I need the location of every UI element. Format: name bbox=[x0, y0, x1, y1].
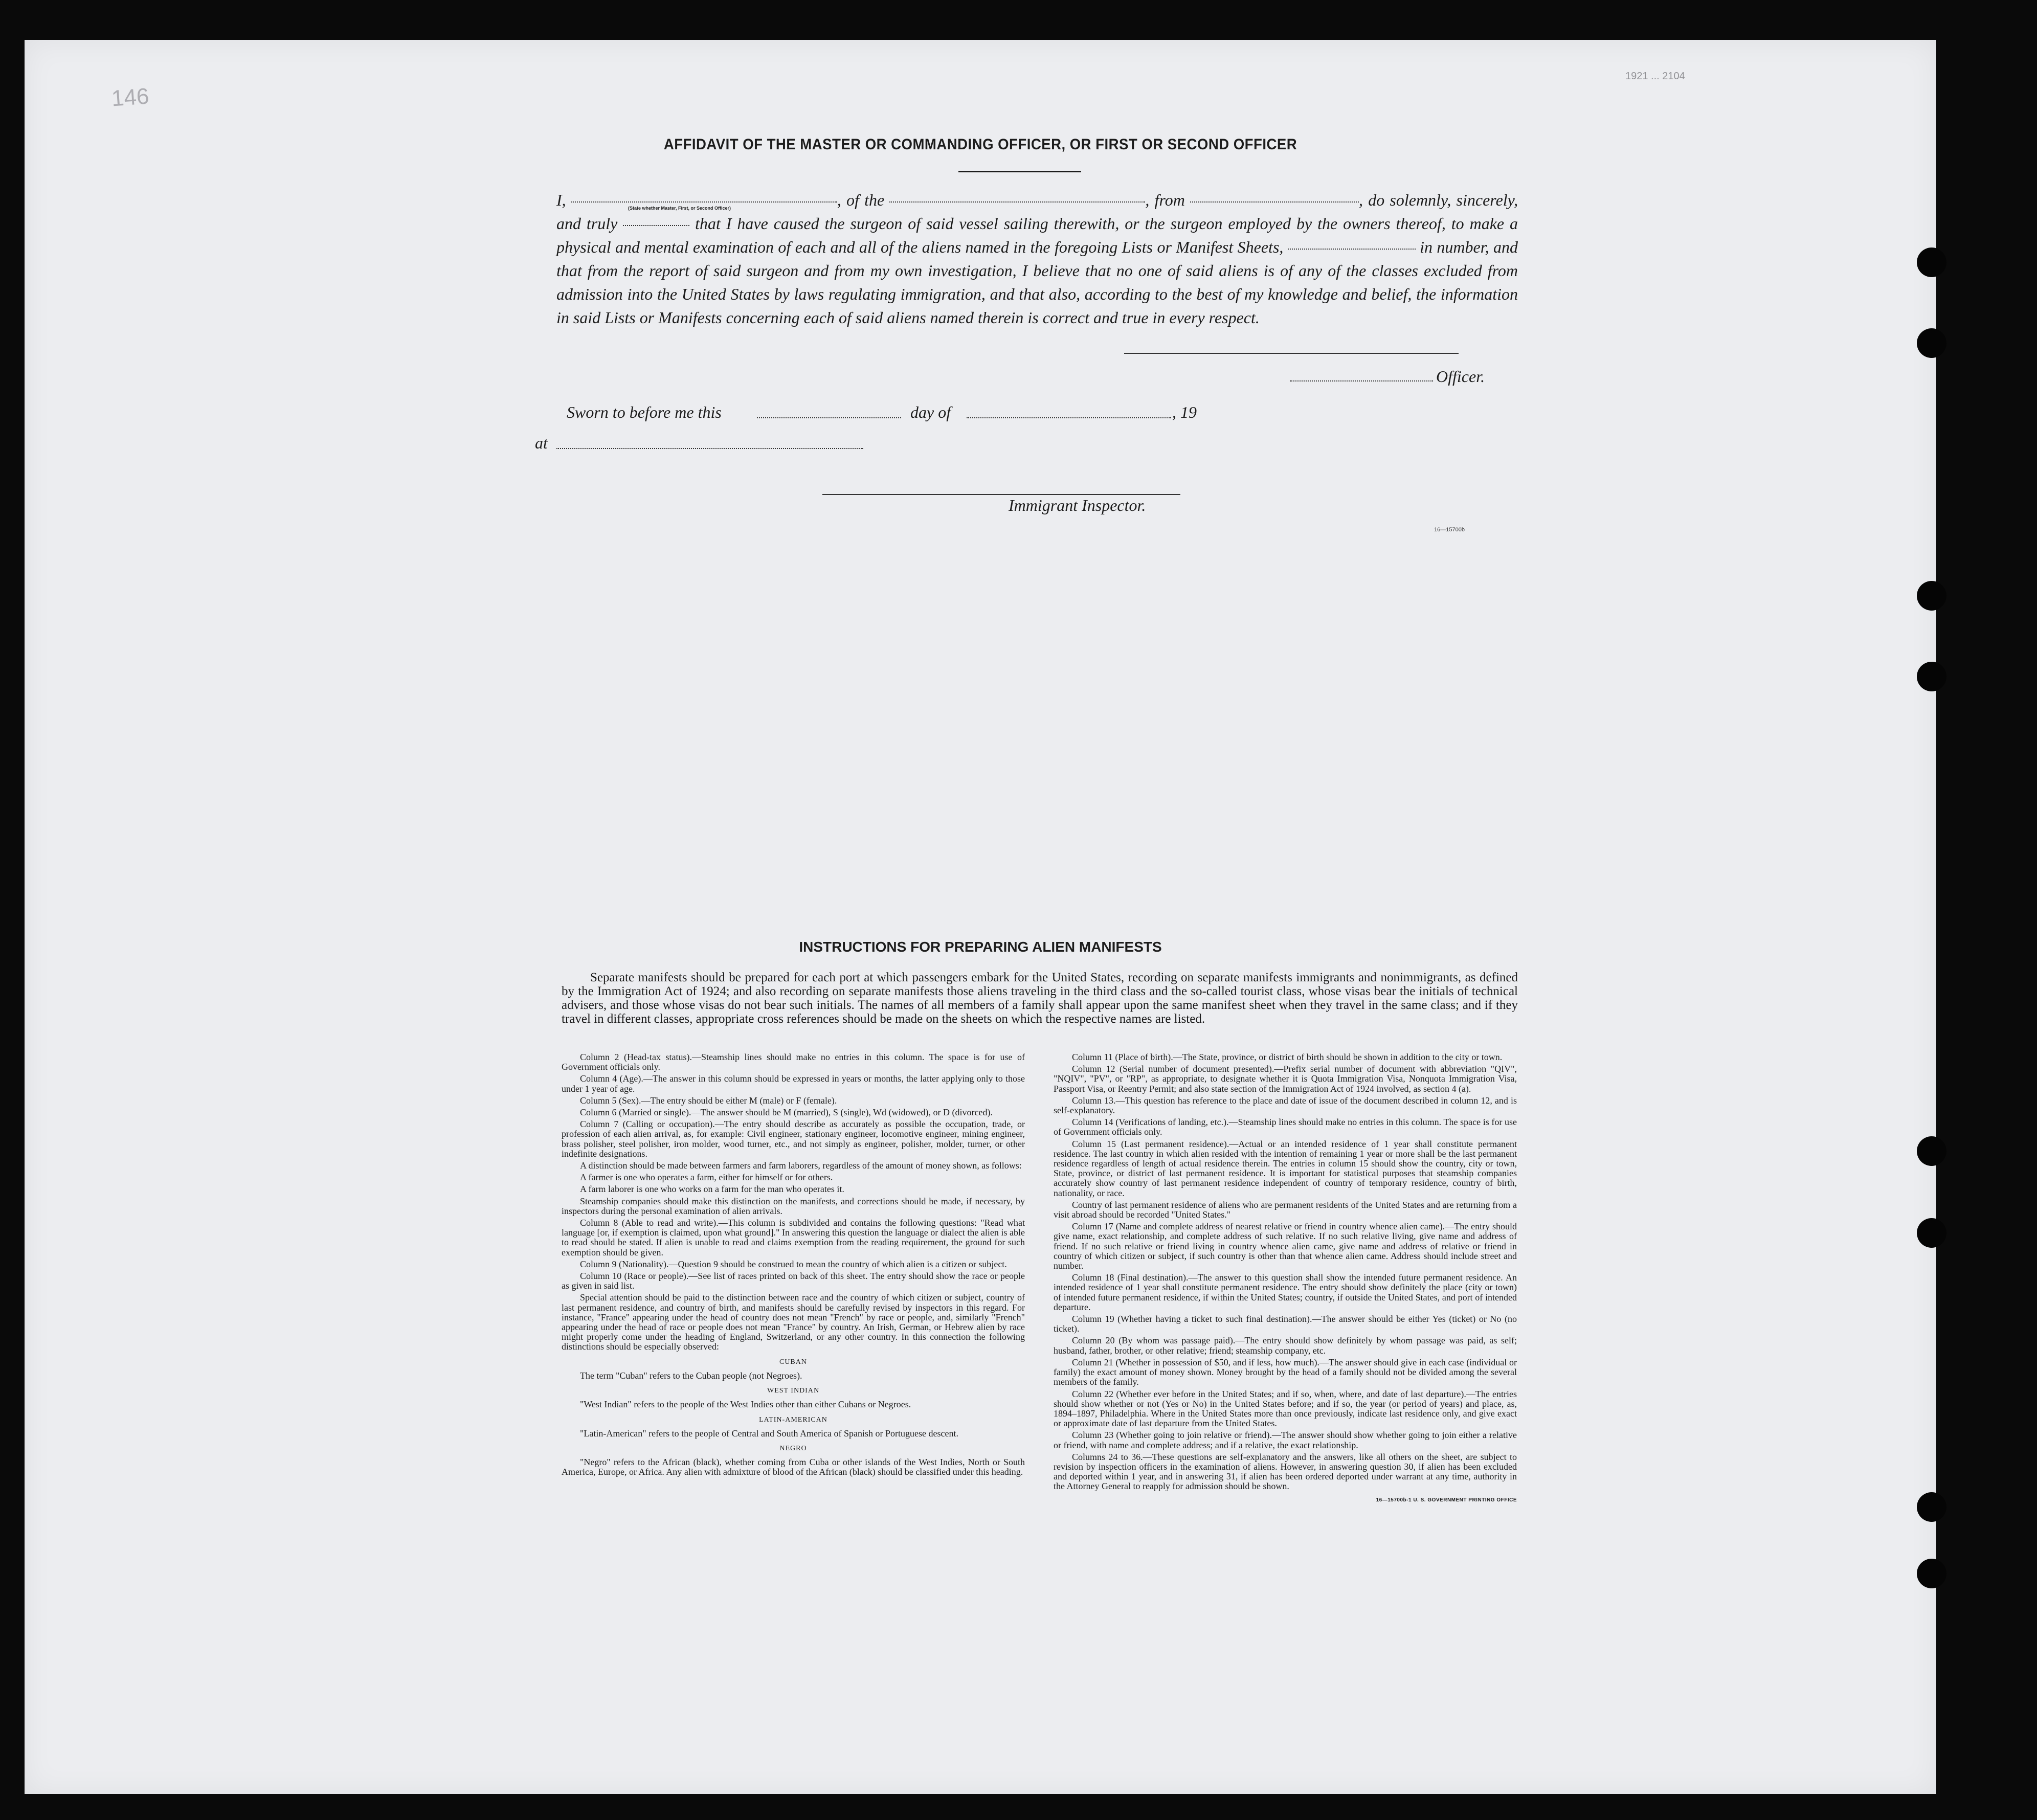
left-col-para: A farm laborer is one who works on a farm for the man who operates it. bbox=[580, 1184, 844, 1195]
cuban-heading: CUBAN bbox=[779, 1358, 807, 1366]
right-col-para: Column 22 (Whether ever before in the United States; and if so, when, where, and date of last departure).—The entries should show whether or not (Yes or No) in the United States before; and if so, the year (or period of years) and place, as, 1894–1897, Philadelphia. Where in the United States more than once previously, indicate last residence only, and give exact or approximate date of last departure from the United States. bbox=[1054, 1388, 1517, 1429]
instructions-title: INSTRUCTIONS FOR PREPARING ALIEN MANIFESTS bbox=[799, 939, 1162, 955]
instructions-intro: Separate manifests should be prepared for each port at which passengers embark for the United States, recording on separate manifests immigrants and nonimmigrants, as defined by the Immigration Act of 1924; and also recording on separate manifests those aliens traveling in the third class and the so-called tourist class, whose visas bear the initials of technical advisers, and those whose visas do not bear such initials. The names of all members of a family shall appear upon the same manifest sheet when they travel in the same class; and if they travel in different classes, appropriate cross references should be made on the sheets on which the respective names are listed. bbox=[562, 971, 1518, 1026]
affidavit-from: , from bbox=[1145, 191, 1185, 209]
latin-american-heading: LATIN-AMERICAN bbox=[759, 1415, 827, 1424]
vessel-sailing-field[interactable] bbox=[623, 224, 689, 226]
left-col-para: Column 8 (Able to read and write).—This column is subdivided and contains the following questions: "Read what language [or, if exemption is claimed, upon what ground]." In answering this question the language or dialect the alien is able to read should be stated. If alien is unable to read and claims exemption from the reading requirement, the ground for such exemption should be given. bbox=[562, 1218, 1025, 1257]
right-col-para: Columns 24 to 36.—These questions are self-explanatory and the answers, like all others on the sheet, are subject to revision by inspection officers in the examination of aliens. However, in answering question 30, if alien has been excluded and deported within 1 year, and in answering 31, if alien has been ordered deported under warrant at any time, authority in the Attorney General to reapply for admission should be shown. bbox=[1054, 1451, 1517, 1492]
affidavit-i: I, bbox=[556, 191, 566, 209]
binder-hole bbox=[1917, 581, 1946, 611]
manifest-sheet bbox=[25, 40, 1936, 1794]
officer-title-line[interactable] bbox=[1290, 380, 1433, 381]
right-col-para: Column 17 (Name and complete address of nearest relative or friend in country whence alien came).—The entry should give name, exact relationship, and complete address of such relative. If no such relative living, give name and address of friend. If no such relative or friend living in country whence alien came, give name and address of relative or friend in country of which citizen or subject, if such country is other than that whence alien came. Address should include street and number. bbox=[1054, 1221, 1517, 1271]
right-col-para: Column 13.—This question has reference to the place and date of issue of the document described in column 12, and is self-explanatory. bbox=[1054, 1095, 1517, 1116]
left-col-para: Special attention should be paid to the distinction between race and the country of which citizen or subject, country of last permanent residence, and country of birth, and manifests should be carefully revised by inspectors in this regard. For instance, "France" appearing under the head of country does not mean "French" by race or people, and, similarly "French" appearing under the head of race or people does not mean "France" by country. An Irish, German, or Hebrew alien by race might properly come under the heading of England, Switzerland, or any other country. In this connection the following distinctions should be especially observed: bbox=[562, 1292, 1025, 1352]
binder-hole bbox=[1917, 1218, 1946, 1248]
port-field[interactable] bbox=[1190, 201, 1359, 203]
right-col-para: Column 11 (Place of birth).—The State, province, or district of birth should be shown in addition to the city or town. bbox=[1072, 1052, 1503, 1062]
west-indian-text: "West Indian" refers to the people of the West Indies other than either Cubans or Negroes. bbox=[580, 1399, 911, 1410]
affidavit-that: that I have caused the surgeon of said vessel sailing therewith, or the surgeon employed by the owners thereof, to make a physical and mental examination of each and all of the aliens named in the foregoing Lists or Manifest Sheets, bbox=[556, 214, 1518, 256]
affidavit-do: , do bbox=[1359, 191, 1385, 209]
right-col-para: Column 18 (Final destination).—The answer to this question shall show the intended future permanent residence. An intended residence of 1 year shall constitute permanent residence. The entry should show definitely the place (city or town) of intended future permanent residence, if within the United States; country, if outside the United States, and port of intended departure. bbox=[1054, 1272, 1517, 1312]
sworn-month-field[interactable] bbox=[967, 417, 1171, 418]
binder-hole bbox=[1917, 248, 1946, 277]
binder-hole bbox=[1917, 662, 1946, 691]
year-text: , 19 bbox=[1172, 403, 1197, 421]
printing-office-footer: 16—15700b-1 U. S. GOVERNMENT PRINTING OFFICE bbox=[1376, 1497, 1517, 1503]
instructions-right-column bbox=[1054, 1052, 1517, 1507]
negro-heading: NEGRO bbox=[779, 1444, 807, 1452]
right-col-para: Column 23 (Whether going to join relative or friend).—The answer should show whether going to join either a relative or friend, with name and complete address; and if a relative, the exact relationship. bbox=[1054, 1430, 1517, 1450]
affidavit-of-the: , of the bbox=[837, 191, 885, 209]
left-col-para: Column 7 (Calling or occupation).—The entry should describe as accurately as possible the occupation, trade, or profession of each alien arrival, as, for example: Civil engineer, stationary engineer, locomotive engineer, mining engineer, brass polisher, steel polisher, iron molder, wood turner, etc., and not simply as engineer, polisher, molder, turner, or other indefinite designations. bbox=[562, 1119, 1025, 1159]
negro-text: "Negro" refers to the African (black), whether coming from Cuba or other islands of the West Indies, North or South America, Europe, or Africa. Any alien with admixture of blood of the African (black) should be classified under this heading. bbox=[562, 1457, 1025, 1477]
affidavit-in-number: in number, and that from the report of said surgeon and from my own investigation, I believe that no one of said aliens is of any of the classes excluded from admission into the United States by laws regulating immigration, and that also, according to the best of my knowledge and belief, the information in said Lists or Manifests concerning each of said aliens named therein is correct and true in every respect. bbox=[556, 238, 1518, 327]
right-col-para: Column 19 (Whether having a ticket to such final destination).—The answer should be either Yes (ticket) or No (no ticket). bbox=[1054, 1314, 1517, 1334]
officer-label: Officer. bbox=[1436, 367, 1485, 386]
sheet-count-field[interactable] bbox=[1288, 248, 1416, 250]
left-col-para: Column 5 (Sex).—The entry should be either M (male) or F (female). bbox=[580, 1095, 837, 1106]
sworn-day-field[interactable] bbox=[757, 417, 901, 418]
rank-subnote: (State whether Master, First, or Second Officer) bbox=[628, 206, 731, 211]
instructions-left-column bbox=[562, 1052, 1025, 1479]
right-col-para: Column 14 (Verifications of landing, etc.).—Steamship lines should make no entries in this column. The space is for use of Government officials only. bbox=[1054, 1117, 1517, 1137]
binder-hole bbox=[1917, 1492, 1946, 1522]
binder-hole bbox=[1917, 1136, 1946, 1166]
left-col-para: Column 2 (Head-tax status).—Steamship lines should make no entries in this column. The space is for use of Government officials only. bbox=[562, 1052, 1025, 1072]
left-col-para: Column 9 (Nationality).—Question 9 should be construed to mean the country of which alien is a citizen or subject. bbox=[580, 1259, 1007, 1269]
place-field[interactable] bbox=[556, 448, 863, 449]
latin-american-text: "Latin-American" refers to the people of Central and South America of Spanish or Portuguese descent. bbox=[580, 1428, 958, 1439]
officer-rank-field[interactable] bbox=[571, 201, 837, 203]
sworn-text: Sworn to before me this bbox=[567, 403, 722, 421]
left-col-para: A distinction should be made between farmers and farm laborers, regardless of the amount of money shown, as follows: bbox=[580, 1160, 1022, 1171]
right-col-para: Column 15 (Last permanent residence).—Actual or an intended residence of 1 year shall constitute permanent residence. The last country in which alien resided with the intention of remaining 1 year or more shall be the last permanent residence regardless of length of actual residence therein. The entries in column 15 should show the country, city or town, State, province, or district of last permanent residence. It is important for statistical purposes that steamship companies accurately show country of last permanent residence independent of country of temporary residence, country of birth, nationality, or race. bbox=[1054, 1138, 1517, 1198]
binder-hole bbox=[1917, 328, 1946, 358]
corner-stamp: 1921 ... 2104 bbox=[1625, 71, 1685, 82]
vessel-name-field[interactable] bbox=[889, 201, 1145, 203]
left-col-para: Column 4 (Age).—The answer in this column should be expressed in years or months, the latter applying only to those under 1 year of age. bbox=[562, 1073, 1025, 1094]
inspector-label: Immigrant Inspector. bbox=[1009, 496, 1146, 514]
binder-hole bbox=[1917, 1559, 1946, 1588]
right-col-para: Column 21 (Whether in possession of $50, and if less, how much).—The answer should give in each case (individual or family) the exact amount of money shown. Money brought by the head of a family should not be divided among the several members of the family. bbox=[1054, 1357, 1517, 1387]
right-col-para: Country of last permanent residence of aliens who are permanent residents of the United States and are returning from a visit abroad should be recorded "United States." bbox=[1054, 1199, 1517, 1220]
affidavit-form-number: 16—15700b bbox=[1434, 527, 1465, 533]
west-indian-heading: WEST INDIAN bbox=[767, 1387, 820, 1395]
left-col-para: A farmer is one who operates a farm, either for himself or for others. bbox=[580, 1172, 833, 1183]
margin-number: 146 bbox=[110, 83, 150, 111]
right-col-para: Column 20 (By whom was passage paid).—The entry should show definitely by whom passage was paid, as self; husband, father, brother, or other relative; friend; steamship company, etc. bbox=[1054, 1335, 1517, 1356]
left-col-para: Steamship companies should make this distinction on the manifests, and corrections should be made, if necessary, by inspectors during the personal examination of alien arrivals. bbox=[562, 1196, 1025, 1216]
left-col-para: Column 10 (Race or people).—See list of races printed on back of this sheet. The entry should show the race or people as given in said list. bbox=[562, 1271, 1025, 1291]
officer-signature-line[interactable] bbox=[1124, 353, 1459, 354]
title-rule bbox=[958, 171, 1081, 172]
day-of-text: day of bbox=[910, 403, 951, 421]
affidavit-title: AFFIDAVIT OF THE MASTER OR COMMANDING OFFICER, OR FIRST OR SECOND OFFICER bbox=[663, 136, 1297, 153]
right-col-para: Column 12 (Serial number of document presented).—Prefix serial number of document with abbreviation "QIV", "NQIV", "PV", or "RP", as appropriate, to designate whether it is Quota Immigration Visa, Nonquota Immigration Visa, Passport Visa, or Reentry Permit; and also state section of the Immigration Act of 1924 involved, as section 4 (a). bbox=[1054, 1064, 1517, 1094]
left-col-para: Column 6 (Married or single).—The answer should be M (married), S (single), Wd (widowed), or D (divorced). bbox=[580, 1107, 993, 1118]
affidavit-solemnly: solemnly, sincerely, and truly bbox=[556, 191, 1518, 233]
at-text: at bbox=[535, 434, 548, 452]
cuban-text: The term "Cuban" refers to the Cuban people (not Negroes). bbox=[580, 1370, 802, 1381]
inspector-signature-line[interactable] bbox=[822, 494, 1180, 495]
